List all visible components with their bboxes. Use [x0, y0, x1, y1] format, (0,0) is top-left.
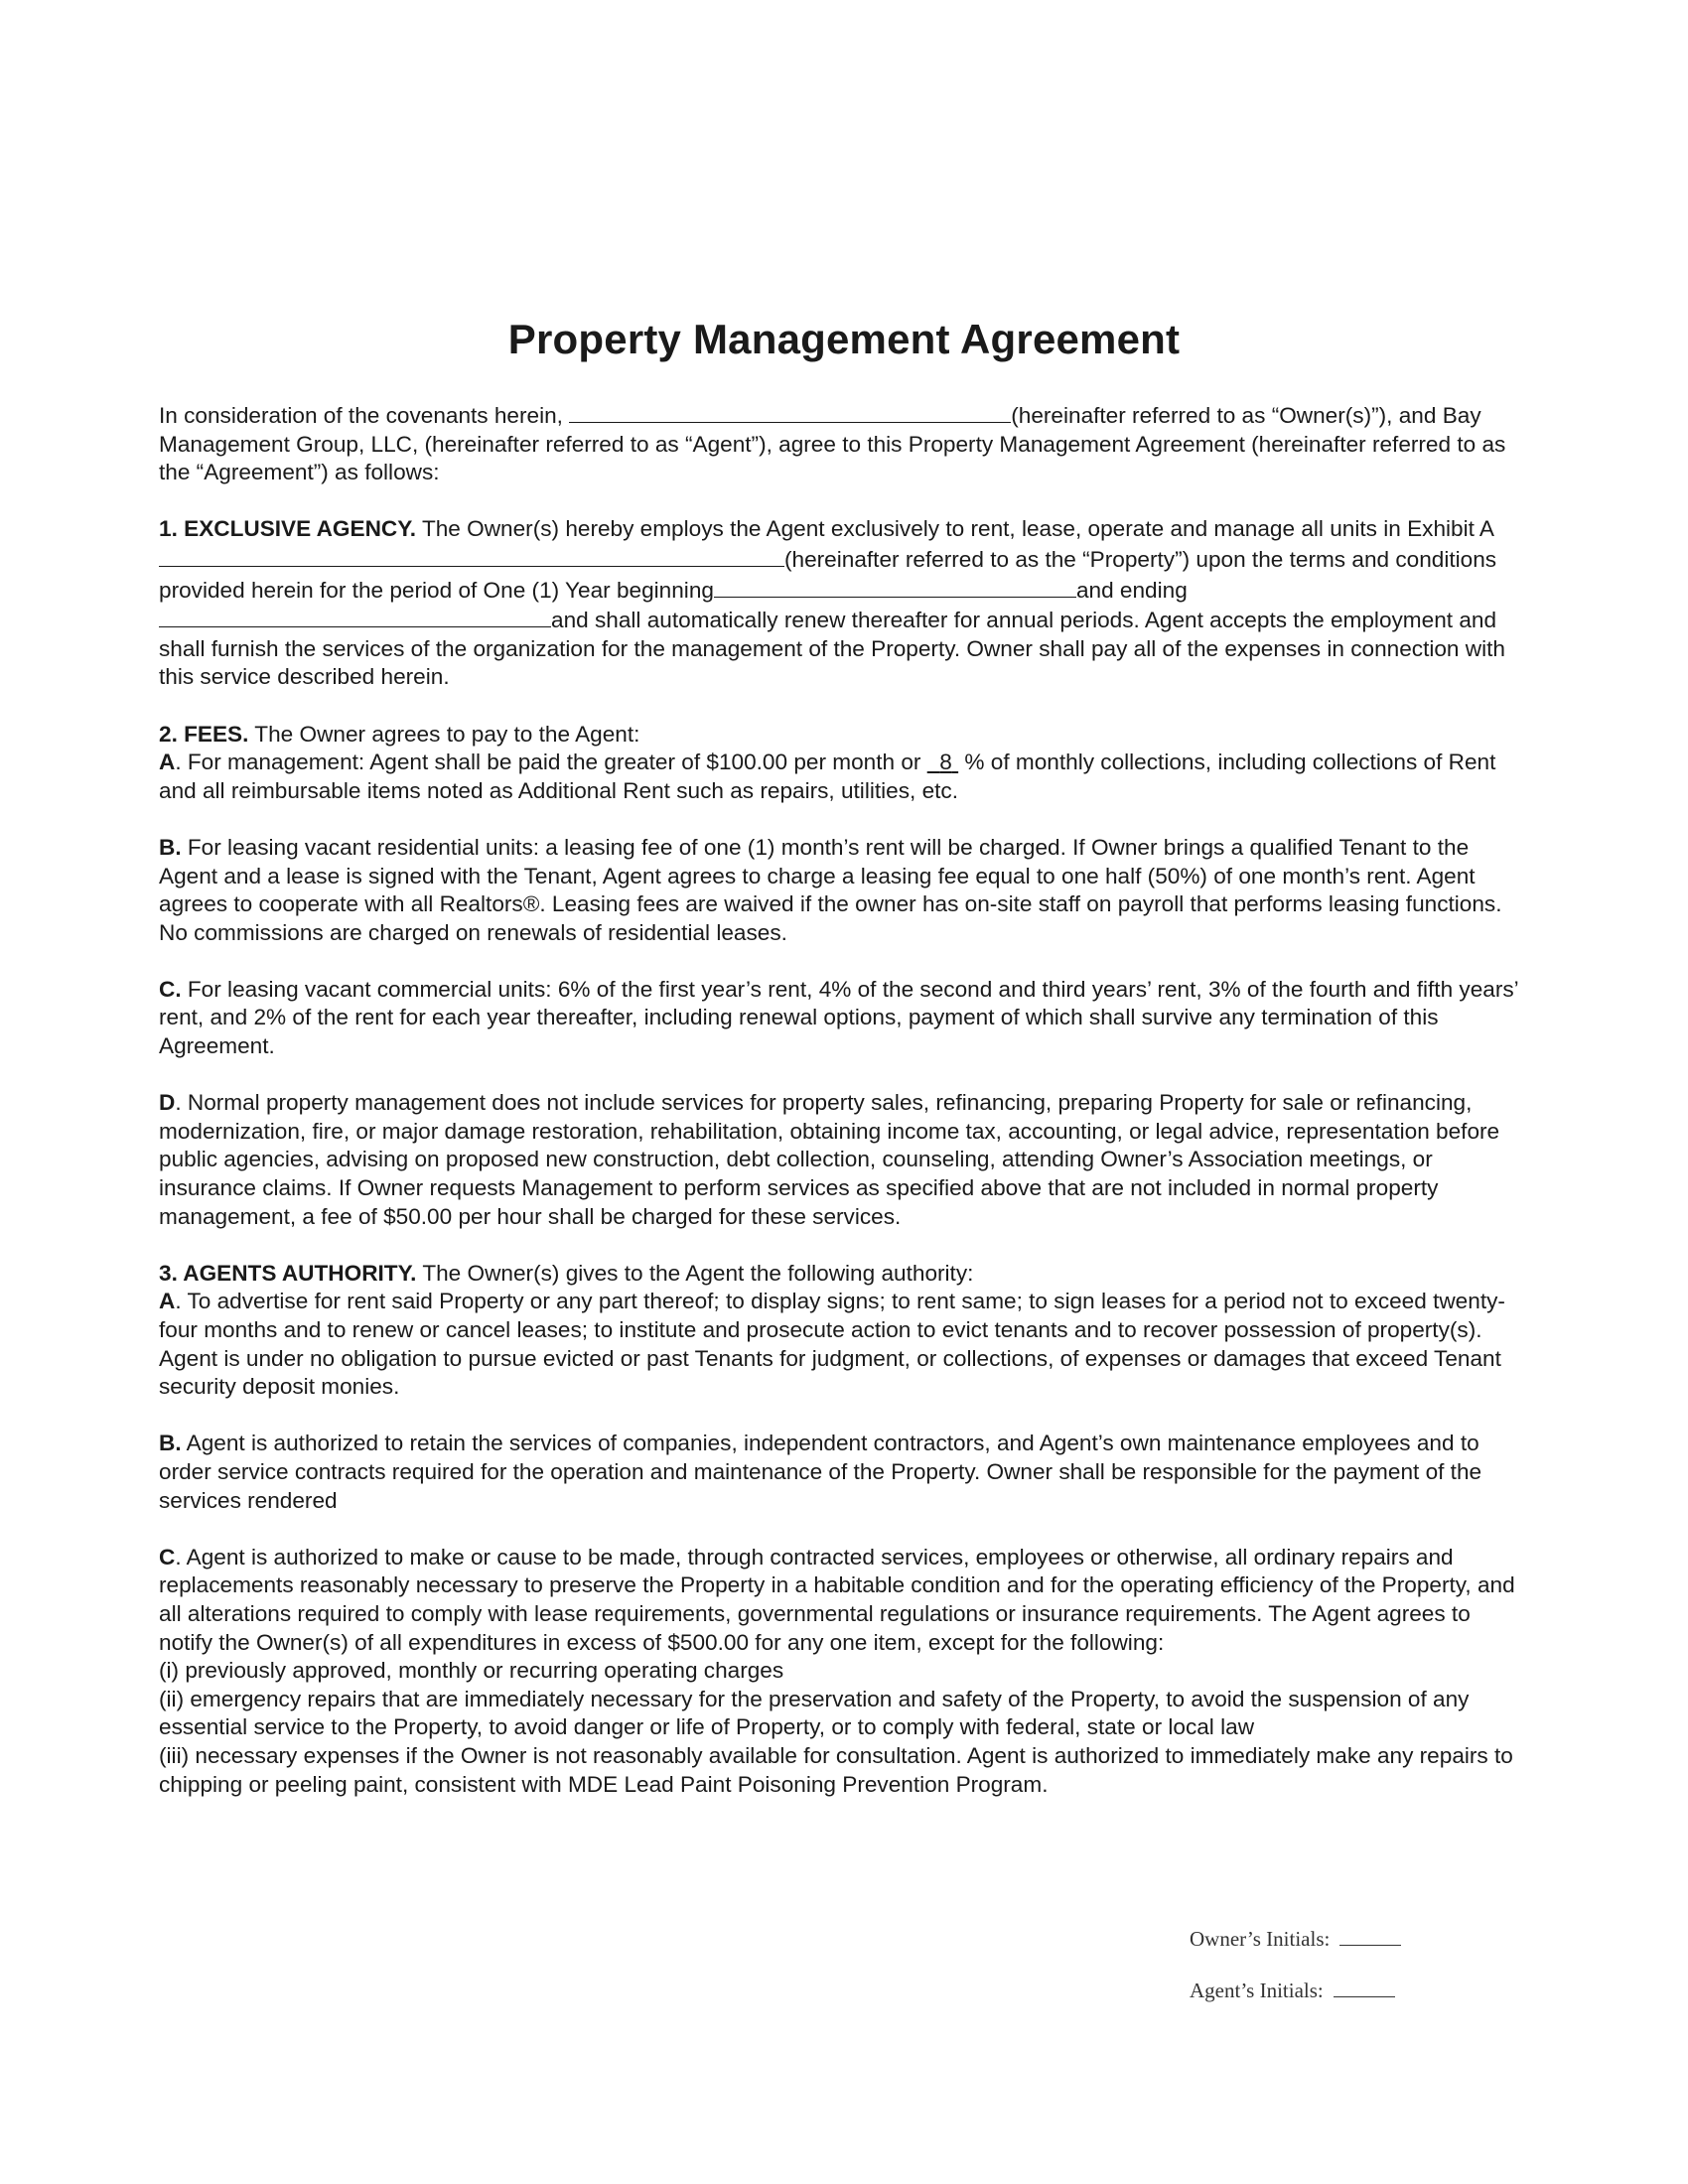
management-percent-text: 8: [939, 750, 952, 775]
fees-c-paragraph: [159, 976, 1529, 1061]
authority-b-label: B.: [159, 1431, 182, 1456]
fees-d-label: D: [159, 1090, 176, 1116]
section-2-lead: [159, 721, 1529, 750]
authority-c-label: C: [159, 1544, 176, 1570]
exception-item-i: (i) previously approved, monthly or recurring operating charges: [159, 1658, 784, 1684]
authority-c-paragraph: [159, 1544, 1529, 1657]
fees-d-paragraph: [159, 1089, 1529, 1231]
fees-b-paragraph: [159, 834, 1529, 947]
owner-name-blank[interactable]: [569, 400, 1011, 423]
section-1-text-c: and ending: [1075, 577, 1188, 603]
authority-a-label: A: [159, 1289, 176, 1314]
section-1-text-b: (hereinafter referred to as the “Property”) upon the terms and conditions provided herein for the period of One (1) Year beginning: [159, 546, 1497, 603]
authority-a-paragraph: [159, 1288, 1529, 1401]
fees-d-text: . Normal property management does not include services for property sales, refinancing, preparing Property for sale or refinancing, modernization, fire, or major damage restoration, rehabilitation, obtaining income tax, accounting, or legal advice, representation before public agencies, advising on proposed new construction, debt collection, counseling, attending Owner’s Association meetings, or insurance claims. If Owner requests Management to perform services as specified above that are not included in normal property management, a fee of $50.00 per hour shall be charged for these services.: [159, 1090, 1500, 1229]
authority-a-text: . To advertise for rent said Property or any part thereof; to display signs; to rent same; to sign leases for a period not to exceed twenty-four months and to renew or cancel leases; to institute and prosecute action to evict tenants and to recover possession of property(s). Agent is under no obligation to pursue evicted or past Tenants for judgment, or collections, of expenses or damages that exceed Tenant security deposit monies.: [159, 1289, 1505, 1400]
begin-date-blank[interactable]: [714, 575, 1076, 598]
authority-b-text: Agent is authorized to retain the services of companies, independent contractors, and Agent’s own maintenance employees and to order service contracts required for the operation and maintenance of the Property. Owner shall be responsible for the payment of the services rendered: [159, 1431, 1482, 1513]
fees-a-label: A: [159, 750, 176, 775]
fees-b-text: For leasing vacant residential units: a leasing fee of one (1) month’s rent will be charged. If Owner brings a qualified Tenant to the Agent and a lease is signed with the Tenant, Agent agrees to charge a leasing fee equal to one half (50%) of one month’s rent. Agent agrees to cooperate with all Realtors®. Leasing fees are waived if the owner has on-site staff on payroll that performs leasing functions. No commissions are charged on renewals of residential leases.: [159, 834, 1502, 945]
agent-initials: [1190, 1979, 1395, 2003]
section-1-paragraph: [159, 515, 1529, 692]
exception-item-ii: (ii) emergency repairs that are immediately necessary for the preservation and safety of the Property, to avoid the suspension of any essential service to the Property, to avoid danger or life of Property, or to comply with federal, state or local law: [159, 1686, 1470, 1740]
intro-paragraph: [159, 400, 1529, 487]
section-1-heading: 1. EXCLUSIVE AGENCY.: [159, 516, 417, 542]
agent-initials-label: Agent’s Initials:: [1190, 1979, 1324, 2002]
fees-c-label: C.: [159, 976, 182, 1002]
intro-text-a: In consideration of the covenants herein,: [159, 403, 563, 428]
section-1-text-d: and shall automatically renew thereafter for annual periods. Agent accepts the employment and shall furnish the services of the organization for the management of the Property. Owner shall pay all of the expenses in connection with this service described herein.: [159, 608, 1505, 690]
owner-initials-blank[interactable]: [1339, 1927, 1401, 1946]
section-3-lead: [159, 1260, 1529, 1289]
end-date-blank[interactable]: [159, 605, 551, 627]
section-3-heading: 3. AGENTS AUTHORITY.: [159, 1260, 417, 1286]
fees-c-text: For leasing vacant commercial units: 6% of the first year’s rent, 4% of the second and third years’ rent, 3% of the fourth and fifth years’ rent, and 2% of the rent for each year thereafter, including renewal options, payment of which shall survive any termination of this Agreement.: [159, 976, 1518, 1059]
section-2-heading: 2. FEES.: [159, 721, 249, 747]
exception-item-iii: (iii) necessary expenses if the Owner is not reasonably available for consultation. Agent is authorized to immediately make any repairs to chipping or peeling paint, consistent with MDE Lead Paint Poisoning Prevention Program.: [159, 1742, 1513, 1797]
page-title: Property Management Agreement: [507, 316, 1181, 362]
management-percent-value[interactable]: [927, 750, 958, 774]
authority-b-paragraph: [159, 1430, 1529, 1515]
agent-initials-blank[interactable]: [1334, 1979, 1395, 1997]
fees-a-text-2: % of monthly collections, including collections of Rent and all reimbursable items noted as Additional Rent such as repairs, utilities, etc.: [159, 750, 1496, 803]
section-1-text-a: The Owner(s) hereby employs the Agent exclusively to rent, lease, operate and manage all units in Exhibit A: [421, 516, 1495, 542]
property-units-blank[interactable]: [159, 544, 784, 567]
fees-a-paragraph: [159, 749, 1529, 805]
owner-initials: [1190, 1927, 1401, 1952]
section-2-lead-text: The Owner agrees to pay to the Agent:: [254, 721, 640, 747]
fees-a-text-1: . For management: Agent shall be paid the greater of $100.00 per month or: [175, 750, 921, 775]
section-3-lead-text: The Owner(s) gives to the Agent the following authority:: [422, 1260, 974, 1286]
owner-initials-label: Owner’s Initials:: [1190, 1927, 1331, 1951]
agreement-body: [159, 400, 1529, 1799]
intro-text-b: (hereinafter referred to as “Owner(s)”), and Bay Management Group, LLC, (hereinafter referred to as “Agent”), agree to this Property Management Agreement (hereinafter referred to as the “Agreement”) as follows:: [159, 403, 1506, 485]
authority-c-text: . Agent is authorized to make or cause to be made, through contracted services, employees or otherwise, all ordinary repairs and replacements reasonably necessary to preserve the Property in a habitable condition and for the operating efficiency of the Property, and all alterations required to comply with lease requirements, governmental regulations or insurance requirements. The Agent agrees to notify the Owner(s) of all expenditures in excess of $500.00 for any one item, except for the following:: [159, 1544, 1515, 1655]
fees-b-label: B.: [159, 834, 182, 860]
